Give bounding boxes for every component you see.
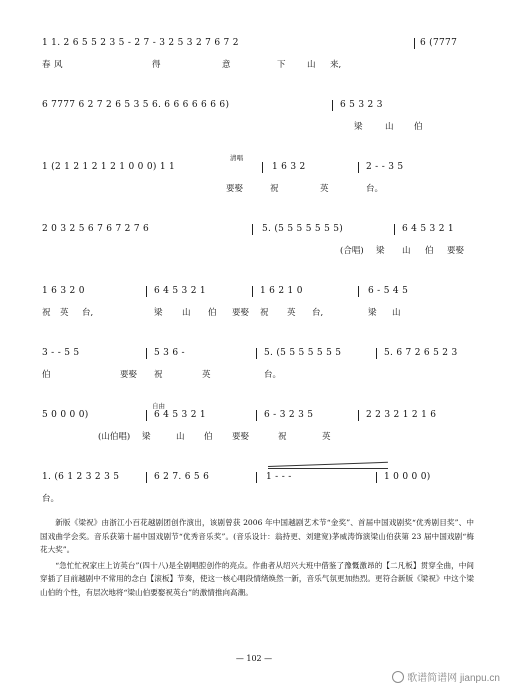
notation-segment: 1 - - - — [266, 472, 292, 482]
lyric: 英 — [287, 308, 296, 318]
notation-segment: 1 6 3 2 — [272, 162, 306, 172]
notation-row — [42, 162, 472, 176]
performance-mark: 自由 — [152, 402, 165, 410]
lyric: 伯 — [42, 370, 51, 380]
lyric: (合唱) — [340, 246, 364, 256]
lyric: 伯 — [414, 122, 423, 132]
lyric: 台。 — [264, 370, 282, 380]
lyric: 山 — [402, 246, 411, 256]
lyric: 山 — [307, 60, 316, 70]
lyric: 梁 — [142, 432, 151, 442]
lyric: 风 — [54, 60, 63, 70]
notation-segment: 1 6 2 1 0 — [260, 286, 303, 296]
barline — [256, 410, 257, 421]
paragraph: “急忙忙祝家庄上访英台”(四十八)是全剧唱腔创作的亮点。作曲者从绍兴大班中借鉴了豫慨激昂的【二凡板】贯穿全曲，中间穿插了目前越剧中不常用的念白【滚板】节奏，使这一核心唱段情绪焕然一新，音乐气氛更加热烈。更符合新版《梁祝》中这个梁山伯的个性，有层次地将“梁山伯要娶祝英台”的激情推向高潮。 — [40, 560, 474, 597]
barline — [376, 348, 377, 359]
barline — [256, 348, 257, 359]
lyric: 祝 — [270, 184, 279, 194]
lyric: 伯 — [204, 432, 213, 442]
barline — [358, 410, 359, 421]
notation-row — [42, 286, 472, 300]
notation-segment: 3 - - 5 5 — [42, 348, 80, 358]
notation-segment: 2 0 3 2 5 6 7 6 7 2 7 6 — [42, 224, 150, 234]
score-system-4 — [42, 224, 472, 256]
lyric: 山 — [385, 122, 394, 132]
notation-segment: 2 2 3 2 1 2 1 6 — [366, 410, 437, 420]
barline — [358, 286, 359, 297]
notation-row — [42, 348, 472, 362]
notation-row — [42, 472, 472, 486]
notation-segment: 6 - 5 4 5 — [368, 286, 409, 296]
paragraph: 新版《梁祝》由浙江小百花越剧团创作演出，该剧曾获 2006 年中国越剧艺术节“金奖”、首届中国戏剧奖“优秀剧目奖”、中国戏曲学会奖。音乐获第十届中国戏剧节“优秀音乐奖”。(音乐设计：翁持更、刘建宽)茅威涛饰演梁山伯获第 23 届中国戏剧“梅花大奖”。 — [40, 518, 474, 554]
page-number: — 102 — — [235, 654, 273, 663]
lyric: 得 — [152, 60, 161, 70]
lyrics-row — [42, 182, 472, 194]
lyric: 春 — [42, 60, 51, 70]
lyric: 山 — [176, 432, 185, 442]
notation-segment: 6 - 3 2 3 5 — [264, 410, 314, 420]
score-system-3 — [42, 154, 472, 194]
performance-mark: 清唱 — [230, 154, 243, 162]
lyric: 伯 — [208, 308, 217, 318]
barline — [376, 472, 377, 483]
lyrics-row — [42, 368, 472, 380]
notation-segment: 2 - - 3 5 — [366, 162, 404, 172]
lyrics-row — [42, 430, 472, 442]
lyric: 英 — [202, 370, 211, 380]
score-system-1 — [42, 38, 472, 70]
lyric: 祝 — [260, 308, 269, 318]
notation-row — [42, 100, 472, 114]
lyrics-row — [42, 58, 472, 70]
barline — [252, 224, 253, 235]
score-system-2 — [42, 100, 472, 132]
barline — [332, 100, 333, 111]
lyric: 梁 — [354, 122, 363, 132]
hairpin-lower — [268, 468, 388, 469]
notation-segment: 6 4 5 3 2 1 — [402, 224, 454, 234]
lyric: 台。 — [42, 494, 60, 504]
notation-row — [42, 224, 472, 238]
lyric: 台。 — [366, 184, 384, 194]
lyric: 山 — [182, 308, 191, 318]
score-system-8 — [42, 472, 472, 504]
lyrics-row — [42, 306, 472, 318]
notation-segment: 5. 6 7 2 6 5 2 3 — [384, 348, 458, 358]
notation-segment: 5 0 0 0 0) — [42, 410, 89, 420]
lyric: 祝 — [154, 370, 163, 380]
lyric: 英 — [320, 184, 329, 194]
commentary-text — [40, 516, 474, 601]
lyric: 要娶 — [232, 432, 250, 442]
notation-segment: 5. (5 5 5 5 5 5 5) — [262, 224, 344, 234]
notation-segment: 6 2 7. 6 5 6 — [154, 472, 210, 482]
barline — [256, 472, 257, 483]
lyrics-row — [42, 244, 472, 256]
barline — [146, 286, 147, 297]
lyric: (山伯唱) — [98, 432, 131, 442]
notation-segment: 6 5 3 2 3 — [340, 100, 383, 110]
notation-row — [42, 410, 472, 424]
barline — [252, 286, 253, 297]
watermark — [392, 669, 500, 684]
lyric: 要娶 — [226, 184, 244, 194]
barline — [394, 224, 395, 235]
notation-segment: 6 (7777 — [420, 38, 458, 48]
lyrics-row — [42, 120, 472, 132]
lyric: 祝 — [42, 308, 51, 318]
notation-segment: 1 0 0 0 0) — [384, 472, 431, 482]
barline — [146, 472, 147, 483]
barline — [146, 348, 147, 359]
lyric: 英 — [322, 432, 331, 442]
notation-segment: 1 1. 2 6 5 5 2 3 5 - 2 7 - 3 2 5 3 2 7 6 7 2 — [42, 38, 239, 48]
lyric: 伯 — [425, 246, 434, 256]
notation-segment: 6 4 5 3 2 1 — [154, 286, 206, 296]
lyrics-row — [42, 492, 472, 504]
hairpin-upper — [268, 462, 388, 467]
notation-segment: 5. (5 5 5 5 5 5 5 — [264, 348, 342, 358]
lyric: 下 — [277, 60, 286, 70]
notation-row — [42, 38, 472, 52]
barline — [262, 162, 263, 173]
lyric: 意 — [222, 60, 231, 70]
barline — [414, 38, 415, 49]
lyric: 台, — [82, 308, 94, 318]
notation-segment: 1 6 3 2 0 — [42, 286, 85, 296]
watermark-text: 歌谱简谱网 jianpu.cn — [407, 673, 500, 684]
barline — [358, 162, 359, 173]
notation-segment: 1. (6 1 2 3 2 3 5 — [42, 472, 120, 482]
lyric: 梁 — [368, 308, 377, 318]
score-system-6 — [42, 348, 472, 380]
lyric: 山 — [392, 308, 401, 318]
notation-segment: 6 4 5 3 2 1 — [154, 410, 206, 420]
lyric: 梁 — [154, 308, 163, 318]
score-system-5 — [42, 286, 472, 318]
lyric: 来, — [330, 60, 342, 70]
notation-segment: 5 3 6 - — [154, 348, 185, 358]
lyric: 要娶 — [232, 308, 250, 318]
watermark-logo-icon — [392, 671, 404, 683]
lyric: 要娶 — [120, 370, 138, 380]
lyric: 英 — [60, 308, 69, 318]
lyric: 要娶 — [447, 246, 465, 256]
barline — [146, 410, 147, 421]
notation-segment: 1 (2 1 2 1 2 1 2 1 0 0 0) 1 1 — [42, 162, 176, 172]
lyric: 祝 — [278, 432, 287, 442]
notation-segment: 6 7777 6 2 7 2 6 5 3 5 6. 6 6 6 6 6 6 6) — [42, 100, 230, 110]
score-system-7 — [42, 402, 472, 442]
lyric: 梁 — [376, 246, 385, 256]
lyric: 台, — [312, 308, 324, 318]
